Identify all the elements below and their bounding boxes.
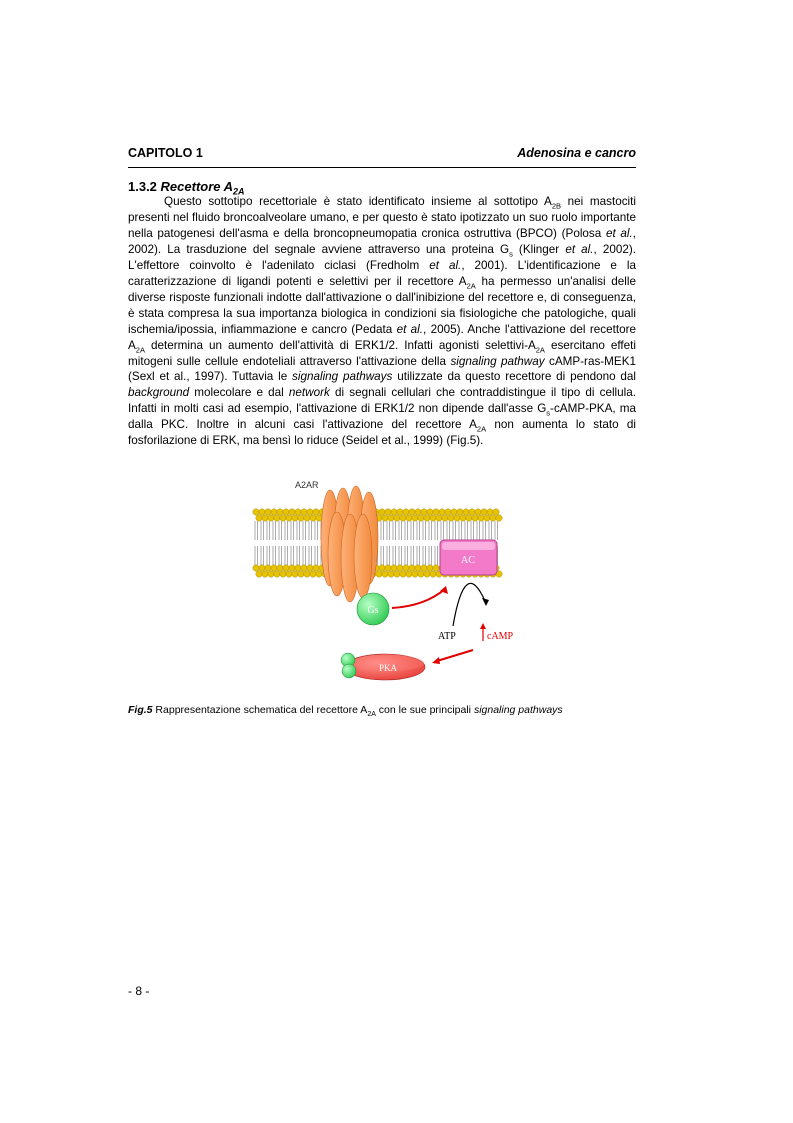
camp-label: cAMP bbox=[487, 631, 514, 642]
lipid-head bbox=[388, 515, 394, 521]
lipid-head bbox=[379, 509, 385, 515]
lipid-head bbox=[292, 571, 298, 577]
lipid-head bbox=[310, 571, 316, 577]
lipid-head bbox=[280, 515, 286, 521]
lipid-head bbox=[295, 565, 301, 571]
section-title-subscript: 2A bbox=[233, 186, 245, 197]
lipid-head bbox=[469, 509, 475, 515]
gs-to-ac-arrow bbox=[392, 589, 445, 608]
lipid-head bbox=[496, 515, 502, 521]
lipid-head bbox=[475, 509, 481, 515]
a2a-receptor bbox=[321, 486, 378, 602]
lipid-head bbox=[424, 515, 430, 521]
lipid-head bbox=[427, 565, 433, 571]
lipid-head bbox=[298, 571, 304, 577]
paragraph-segment: molecolare e dal bbox=[189, 386, 289, 400]
camp-increase-arrowhead bbox=[480, 623, 486, 629]
paragraph-segment: s bbox=[509, 249, 513, 259]
lipid-head bbox=[271, 565, 277, 571]
paragraph-segment: non aumenta lo stato di fosforilazione di ERK, ma bensì lo riduce (Seidel et al., 1999) (Fig.5). bbox=[128, 418, 636, 448]
paragraph-segment: 2A bbox=[466, 281, 476, 291]
lipid-head bbox=[397, 509, 403, 515]
lipid-head bbox=[280, 571, 286, 577]
gs-protein bbox=[357, 593, 389, 625]
receptor-label: A2AR bbox=[295, 480, 319, 490]
lipid-head bbox=[478, 515, 484, 521]
lipid-head bbox=[400, 515, 406, 521]
lipid-head bbox=[262, 571, 268, 577]
paragraph-segment: esercitano effeti mitogeni sulle cellule endoteliali attraverso l'attivazione della bbox=[128, 338, 636, 368]
caption-label: Fig.5 bbox=[128, 704, 153, 716]
lipid-head bbox=[265, 565, 271, 571]
lipid-head bbox=[286, 515, 292, 521]
lipid-head bbox=[433, 509, 439, 515]
lipid-head bbox=[277, 565, 283, 571]
paragraph-segment: 2A bbox=[135, 344, 145, 354]
lipid-head bbox=[457, 509, 463, 515]
atp-to-camp-arrow bbox=[453, 583, 485, 626]
lipid-head bbox=[304, 515, 310, 521]
lipid-head bbox=[301, 565, 307, 571]
camp-to-pka-arrow bbox=[437, 650, 473, 661]
lipid-head bbox=[463, 509, 469, 515]
lipid-head bbox=[313, 509, 319, 515]
chapter-label: CAPITOLO 1 bbox=[128, 146, 203, 160]
page-header bbox=[128, 146, 636, 166]
lipid-head bbox=[418, 515, 424, 521]
lipid-head bbox=[382, 515, 388, 521]
lipid-head bbox=[307, 509, 313, 515]
ac-label: AC bbox=[461, 555, 475, 566]
lipid-head bbox=[283, 565, 289, 571]
lipid-head bbox=[412, 571, 418, 577]
lipid-head bbox=[454, 515, 460, 521]
lipid-head bbox=[265, 509, 271, 515]
chapter-title: Adenosina e cancro bbox=[517, 146, 636, 160]
lipid-head bbox=[424, 571, 430, 577]
lipid-head bbox=[394, 515, 400, 521]
atp-to-camp-arrowhead bbox=[482, 598, 489, 606]
lipid-head bbox=[415, 565, 421, 571]
lipid-head bbox=[310, 515, 316, 521]
lipid-head bbox=[418, 571, 424, 577]
paragraph-segment: signaling pathways bbox=[292, 370, 393, 384]
lipid-head bbox=[484, 515, 490, 521]
lipid-head bbox=[379, 565, 385, 571]
caption-subscript: 2A bbox=[367, 711, 376, 719]
lipid-head bbox=[481, 509, 487, 515]
paragraph-segment: 2B bbox=[551, 201, 562, 211]
lipid-head bbox=[259, 509, 265, 515]
lipid-head bbox=[292, 515, 298, 521]
lipid-head bbox=[493, 509, 499, 515]
paragraph-text bbox=[128, 194, 636, 449]
lipid-head bbox=[274, 515, 280, 521]
section-title-text: Recettore A bbox=[160, 179, 234, 194]
lipid-head bbox=[430, 515, 436, 521]
lipid-head bbox=[403, 509, 409, 515]
lipid-head bbox=[316, 515, 322, 521]
lipid-head bbox=[406, 571, 412, 577]
lipid-head bbox=[277, 509, 283, 515]
page-number: - 8 - bbox=[128, 984, 150, 998]
pka-protein bbox=[341, 653, 425, 680]
paragraph-segment: et al. bbox=[605, 226, 633, 240]
paragraph-segment: , 2001). L'identificazione e la caratterizzazione di ligandi potenti e selettivi per il recettore A bbox=[128, 258, 636, 288]
paragraph-segment: , 2002). L'effettore coinvolto è l'adenilato ciclasi (Fredholm bbox=[128, 242, 637, 272]
lipid-head bbox=[268, 571, 274, 577]
lipid-head bbox=[448, 515, 454, 521]
paragraph-segment: Questo sottotipo recettoriale è stato identificato insieme al sottotipo A bbox=[164, 195, 552, 208]
paragraph-segment: et al. bbox=[396, 322, 423, 336]
lipid-head bbox=[313, 565, 319, 571]
lipid-head bbox=[403, 565, 409, 571]
lipid-head bbox=[304, 571, 310, 577]
lipid-head bbox=[394, 571, 400, 577]
paragraph-segment: , 2005). Anche l'attivazione del recettore A bbox=[128, 322, 636, 352]
lipid-head bbox=[307, 565, 313, 571]
paragraph-segment: 2A bbox=[535, 344, 545, 354]
lipid-head bbox=[259, 565, 265, 571]
section-number: 1.3.2 bbox=[128, 179, 157, 194]
lipid-head bbox=[409, 509, 415, 515]
lipid-head bbox=[253, 509, 259, 515]
paragraph-segment: et al. bbox=[565, 242, 594, 256]
paragraph-segment: background bbox=[128, 386, 190, 400]
header-divider bbox=[128, 167, 636, 168]
paragraph-segment: cAMP-ras-MEK1 (Sexl et al., 1997). Tuttavia le bbox=[128, 354, 637, 384]
paragraph-segment: s bbox=[546, 408, 551, 418]
lipid-head bbox=[490, 515, 496, 521]
lipid-head bbox=[427, 509, 433, 515]
paragraph-segment: (Klinger bbox=[512, 242, 566, 256]
lipid-head bbox=[295, 509, 301, 515]
paragraph-segment: et al. bbox=[429, 258, 462, 272]
lipid-head bbox=[400, 571, 406, 577]
paragraph-segment: ha permesso un'analisi delle diverse risposte funzionali indotte dall'attivazione o dall'inibizione del recettore e, di conseguenza, è stata compresa la sua importanza biologica in condizioni sia fisiologiche che patologiche, quali ischemia/ipossia, infiammazione e cancro (Pedata bbox=[128, 274, 636, 336]
caption-text: Rappresentazione schematica del recettore A bbox=[152, 704, 368, 716]
caption-text-middle: con le sue principali bbox=[375, 704, 474, 716]
lipid-head bbox=[439, 509, 445, 515]
lipid-head bbox=[385, 509, 391, 515]
lipid-head bbox=[271, 509, 277, 515]
signaling-diagram bbox=[240, 476, 540, 696]
lipid-head bbox=[301, 509, 307, 515]
paragraph-segment: , 2002). La trasduzione del segnale avviene attraverso una proteina G bbox=[128, 226, 637, 256]
body-paragraph bbox=[128, 194, 636, 449]
lipid-head bbox=[451, 509, 457, 515]
lipid-head bbox=[415, 509, 421, 515]
lipid-head bbox=[436, 515, 442, 521]
lipid-head bbox=[289, 509, 295, 515]
lipid-head bbox=[289, 565, 295, 571]
lipid-head bbox=[376, 571, 382, 577]
paragraph-segment: utilizzate da questo recettore di pendono dal bbox=[392, 370, 636, 384]
lipid-head bbox=[256, 515, 262, 521]
paragraph-segment: -cAMP-PKA, ma dalla PKC. Inoltre in alcuni casi l'attivazione del recettore A bbox=[128, 402, 636, 432]
lipid-head bbox=[262, 515, 268, 521]
lipid-head bbox=[421, 565, 427, 571]
lipid-head bbox=[316, 571, 322, 577]
atp-label: ATP bbox=[438, 631, 456, 642]
lipid-head bbox=[421, 509, 427, 515]
adenylyl-cyclase bbox=[440, 540, 497, 575]
lipid-head bbox=[391, 565, 397, 571]
figure-caption bbox=[128, 704, 563, 718]
caption-italic: signaling pathways bbox=[473, 704, 563, 716]
paragraph-segment: signaling pathway bbox=[450, 354, 545, 368]
paragraph-segment: di segnali cellulari che contraddistingue il tipo di cellula. Infatti in molti casi ad esempio, l'attivazione di ERK1/2 non dipende dall'asse G bbox=[128, 386, 636, 416]
lipid-head bbox=[397, 565, 403, 571]
lipid-head bbox=[406, 515, 412, 521]
lipid-head bbox=[268, 515, 274, 521]
lipid-head bbox=[412, 515, 418, 521]
figure-a2a-signaling bbox=[240, 476, 540, 696]
lipid-head bbox=[445, 509, 451, 515]
lipid-head bbox=[409, 565, 415, 571]
lipid-head bbox=[460, 515, 466, 521]
lipid-head bbox=[388, 571, 394, 577]
lipid-head bbox=[283, 509, 289, 515]
lipid-head bbox=[256, 571, 262, 577]
lipid-head bbox=[385, 565, 391, 571]
lipid-head bbox=[430, 571, 436, 577]
lipid-head bbox=[253, 565, 259, 571]
lipid-head bbox=[442, 515, 448, 521]
lipid-head bbox=[391, 509, 397, 515]
lipid-head bbox=[382, 571, 388, 577]
lipid-head bbox=[487, 509, 493, 515]
paragraph-segment: nei mastociti presenti nel fluido broncoalveolare umano, e per questo è stato ipotizzato un suo ruolo importante nella patogenesi dell'asma e della broncopneumopatia cronica ostruttiva (BPCO) (Polosa bbox=[128, 195, 636, 240]
pka-label: PKA bbox=[378, 663, 398, 673]
lipid-head bbox=[433, 565, 439, 571]
camp-to-pka-arrowhead bbox=[432, 657, 440, 664]
lipid-head bbox=[298, 515, 304, 521]
gs-label: Gs bbox=[367, 605, 379, 616]
lipid-head bbox=[274, 571, 280, 577]
paragraph-segment: 2A bbox=[476, 424, 487, 434]
paragraph-segment: network bbox=[288, 386, 330, 400]
lipid-head bbox=[472, 515, 478, 521]
lipid-head bbox=[466, 515, 472, 521]
paragraph-segment: determina un aumento dell'attività di ERK1/2. Infatti agonisti selettivi-A bbox=[144, 338, 536, 352]
lipid-head bbox=[286, 571, 292, 577]
